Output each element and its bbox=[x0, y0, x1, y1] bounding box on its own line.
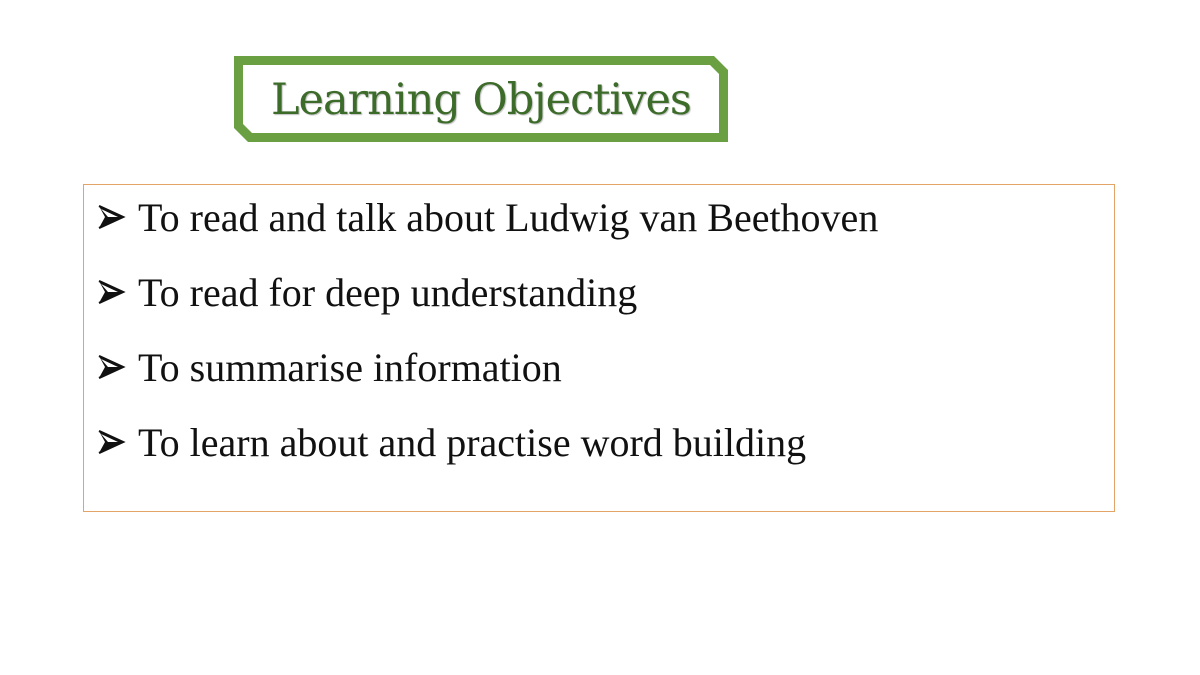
slide-title: Learning Objectives bbox=[270, 75, 691, 125]
title-banner bbox=[234, 56, 728, 142]
objectives-box bbox=[83, 184, 1115, 512]
objective-text: To learn about and practise word building bbox=[138, 419, 807, 465]
arrowhead-bullet-icon bbox=[96, 427, 126, 457]
objectives-list bbox=[96, 194, 879, 465]
objective-text: To read for deep understanding bbox=[138, 269, 638, 315]
objective-item bbox=[96, 194, 879, 240]
arrowhead-bullet-icon bbox=[96, 352, 126, 382]
arrowhead-bullet-icon bbox=[96, 202, 126, 232]
arrowhead-bullet-icon bbox=[96, 277, 126, 307]
objective-item bbox=[96, 269, 878, 315]
objective-text: To read and talk about Ludwig van Beethoven bbox=[138, 194, 879, 240]
objective-text: To summarise information bbox=[138, 344, 562, 390]
objective-item bbox=[96, 419, 878, 465]
objective-item bbox=[96, 344, 878, 390]
